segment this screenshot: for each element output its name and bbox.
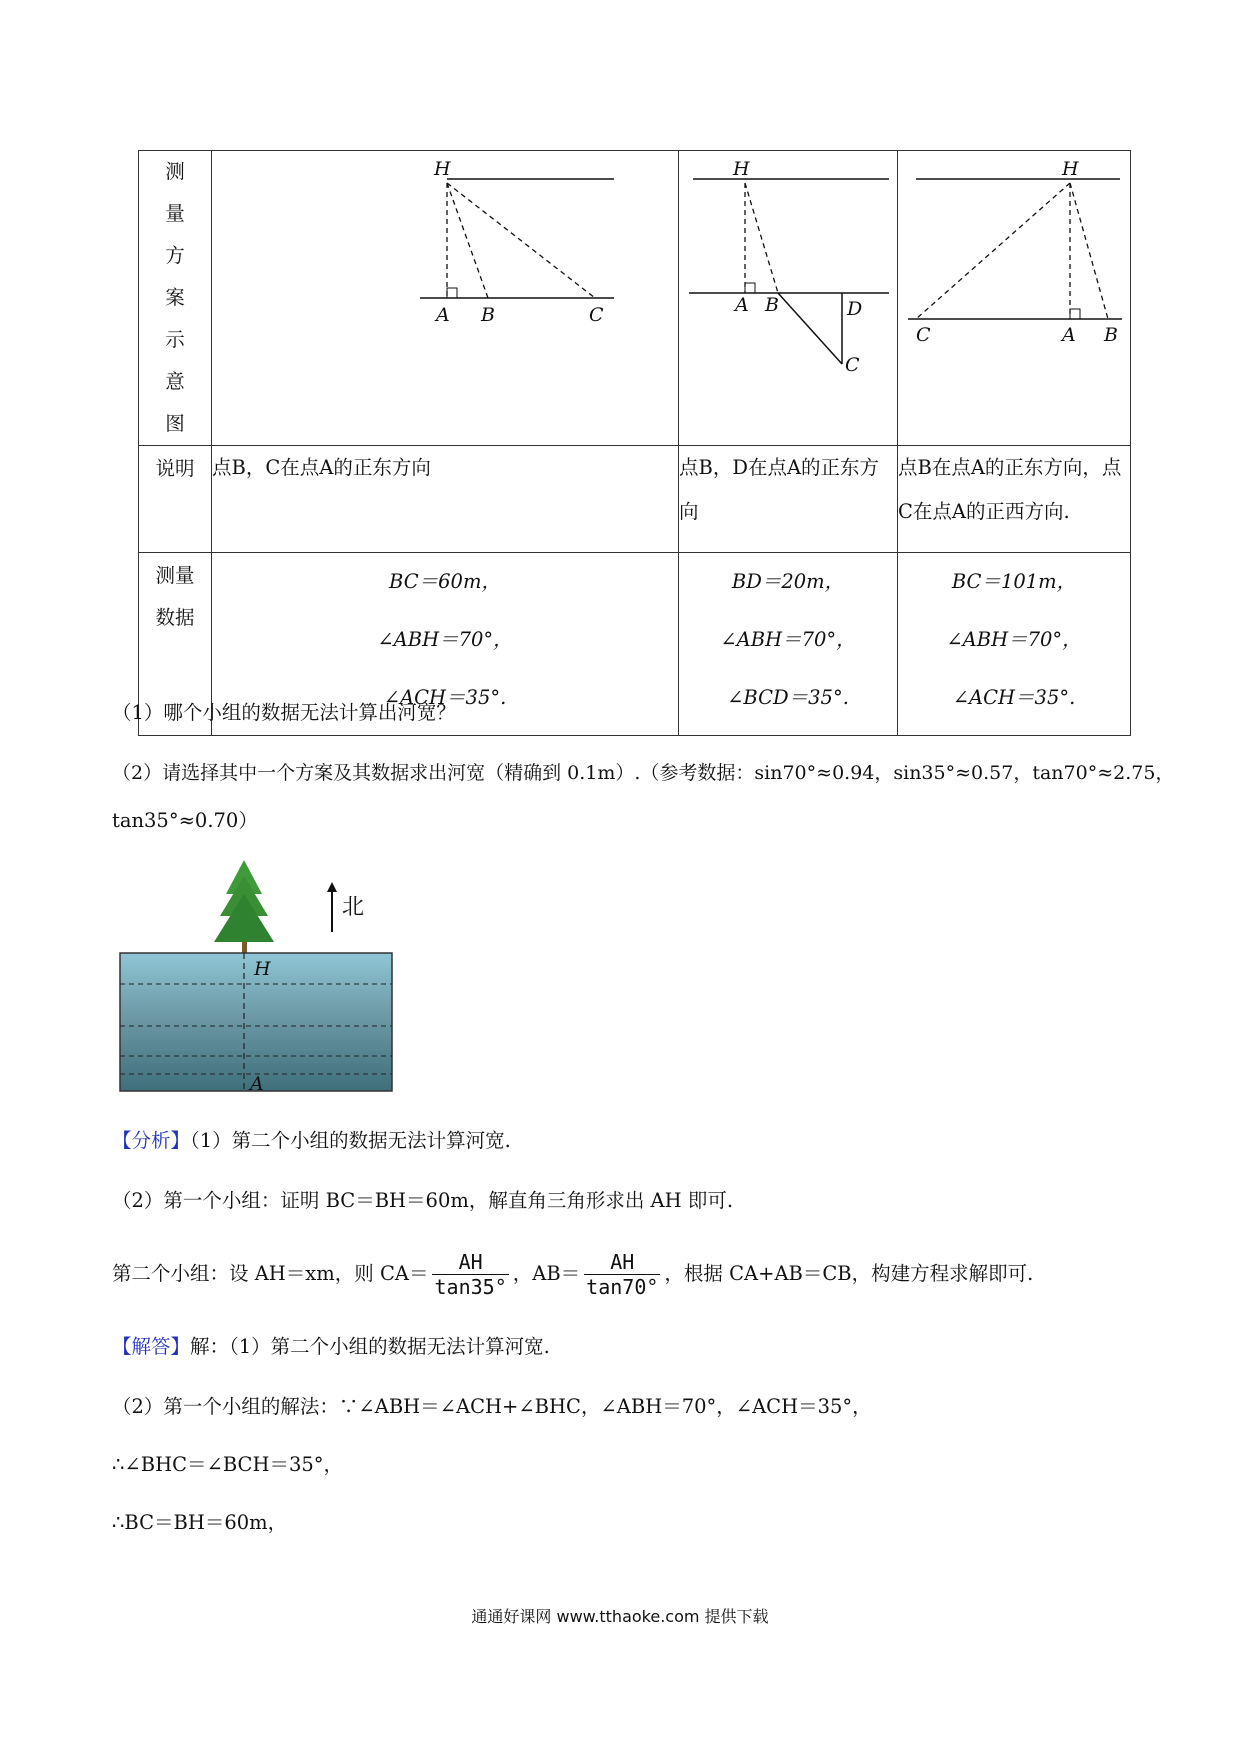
d3-right-angle (1070, 309, 1080, 319)
d1-label-a: A (436, 304, 450, 326)
d2-label-h: H (733, 158, 750, 180)
question-2-line-2: tan35°≈0.70） (112, 809, 258, 832)
desc-cell-1: 点B，C在点A的正东方向 (212, 446, 679, 553)
d1-label-b: B (481, 304, 495, 326)
fraction-ah-tan35: $\frac{AH}{\tan 35^\circ}$ (434, 1250, 507, 1299)
analysis-line-1: 【分析】（1）第二个小组的数据无法计算河宽. (112, 1129, 511, 1152)
row-header-desc: 说明 (139, 446, 212, 553)
d2-label-d: D (847, 298, 863, 320)
d2-label-a: A (735, 294, 749, 316)
question-2-line-1: （2）请选择其中一个方案及其数据求出河宽（精确到 0.1m）.（参考数据：sin70°≈0.94，sin35°≈0.57，tan70°≈2.75， (112, 762, 1175, 784)
diagram-cell-1 (212, 151, 679, 446)
answer-line-4: ∴BC＝BH＝60m， (112, 1511, 288, 1534)
measurement-table (138, 150, 1131, 736)
d3-line-hb (1070, 183, 1108, 319)
d1-line-hb (447, 183, 488, 298)
d2-label-b: B (765, 294, 779, 316)
answer-line-1: 【解答】解：（1）第二个小组的数据无法计算河宽. (112, 1335, 550, 1358)
data-cell-2: BD＝20m， ∠ABH＝70°， ∠BCD＝35°. (679, 553, 898, 736)
d1-label-h: H (434, 158, 451, 180)
answer-tag: 【解答】 (112, 1335, 191, 1358)
d1-label-c: C (589, 304, 604, 326)
diagram-cell-3 (898, 151, 1131, 446)
d1-line-hc (447, 183, 595, 298)
river-label-h: H (254, 958, 271, 980)
row-header-data: 测量数据 (139, 553, 212, 736)
d3-label-a: A (1062, 324, 1076, 346)
analysis-tag: 【分析】 (112, 1129, 191, 1152)
data-cell-3: BC＝101m， ∠ABH＝70°， ∠ACH＝35°. (898, 553, 1131, 736)
d3-label-b: B (1104, 324, 1118, 346)
pine-tree-icon (214, 860, 274, 954)
d2-line-bc (778, 293, 842, 364)
data-cell-1: BC＝60m， ∠ABH＝70°， ∠ACH＝35°. (212, 553, 679, 736)
diagram-2 (679, 151, 897, 409)
d2-right-angle (745, 283, 755, 293)
analysis-line-3: 第二个小组：设 AH＝xm，则 CA＝ $\frac{AH}{\tan 35^\circ}$ ，AB＝ $\frac{AH}{\tan 70^\circ}$ ，根据 CA+AB＝CB，构建方程求解即可. (112, 1250, 1034, 1299)
page-footer: 通通好课网 www.tthaoke.com 提供下载 (471, 1607, 769, 1626)
d3-line-hc (916, 183, 1070, 319)
d2-label-c: C (845, 354, 860, 376)
question-1: （1）哪个小组的数据无法计算出河宽？ (112, 701, 456, 724)
d3-label-c: C (916, 324, 931, 346)
diagram-3 (898, 151, 1130, 409)
d1-right-angle (447, 288, 457, 298)
river-figure (118, 860, 398, 1100)
north-label: 北 (342, 895, 365, 920)
desc-cell-3: 点B在点A的正东方向，点C在点A的正西方向. (898, 446, 1131, 553)
north-arrow-icon (327, 882, 337, 932)
answer-line-3: ∴∠BHC＝∠BCH＝35°， (112, 1453, 344, 1476)
diagram-1 (212, 151, 678, 409)
d2-line-hb (745, 183, 778, 293)
river-label-a: A (250, 1073, 264, 1095)
fraction-ah-tan70: $\frac{AH}{\tan 70^\circ}$ (586, 1250, 659, 1299)
diagram-cell-2 (679, 151, 898, 446)
analysis-line-2: （2）第一个小组：证明 BC＝BH＝60m，解直角三角形求出 AH 即可. (112, 1189, 734, 1212)
row-header-diagram: 测量方案示意图 (139, 151, 212, 446)
d3-label-h: H (1062, 158, 1079, 180)
desc-cell-2: 点B，D在点A的正东方向 (679, 446, 898, 553)
answer-line-2: （2）第一个小组的解法：∵∠ABH＝∠ACH+∠BHC，∠ABH＝70°，∠ACH＝35°， (112, 1395, 872, 1418)
